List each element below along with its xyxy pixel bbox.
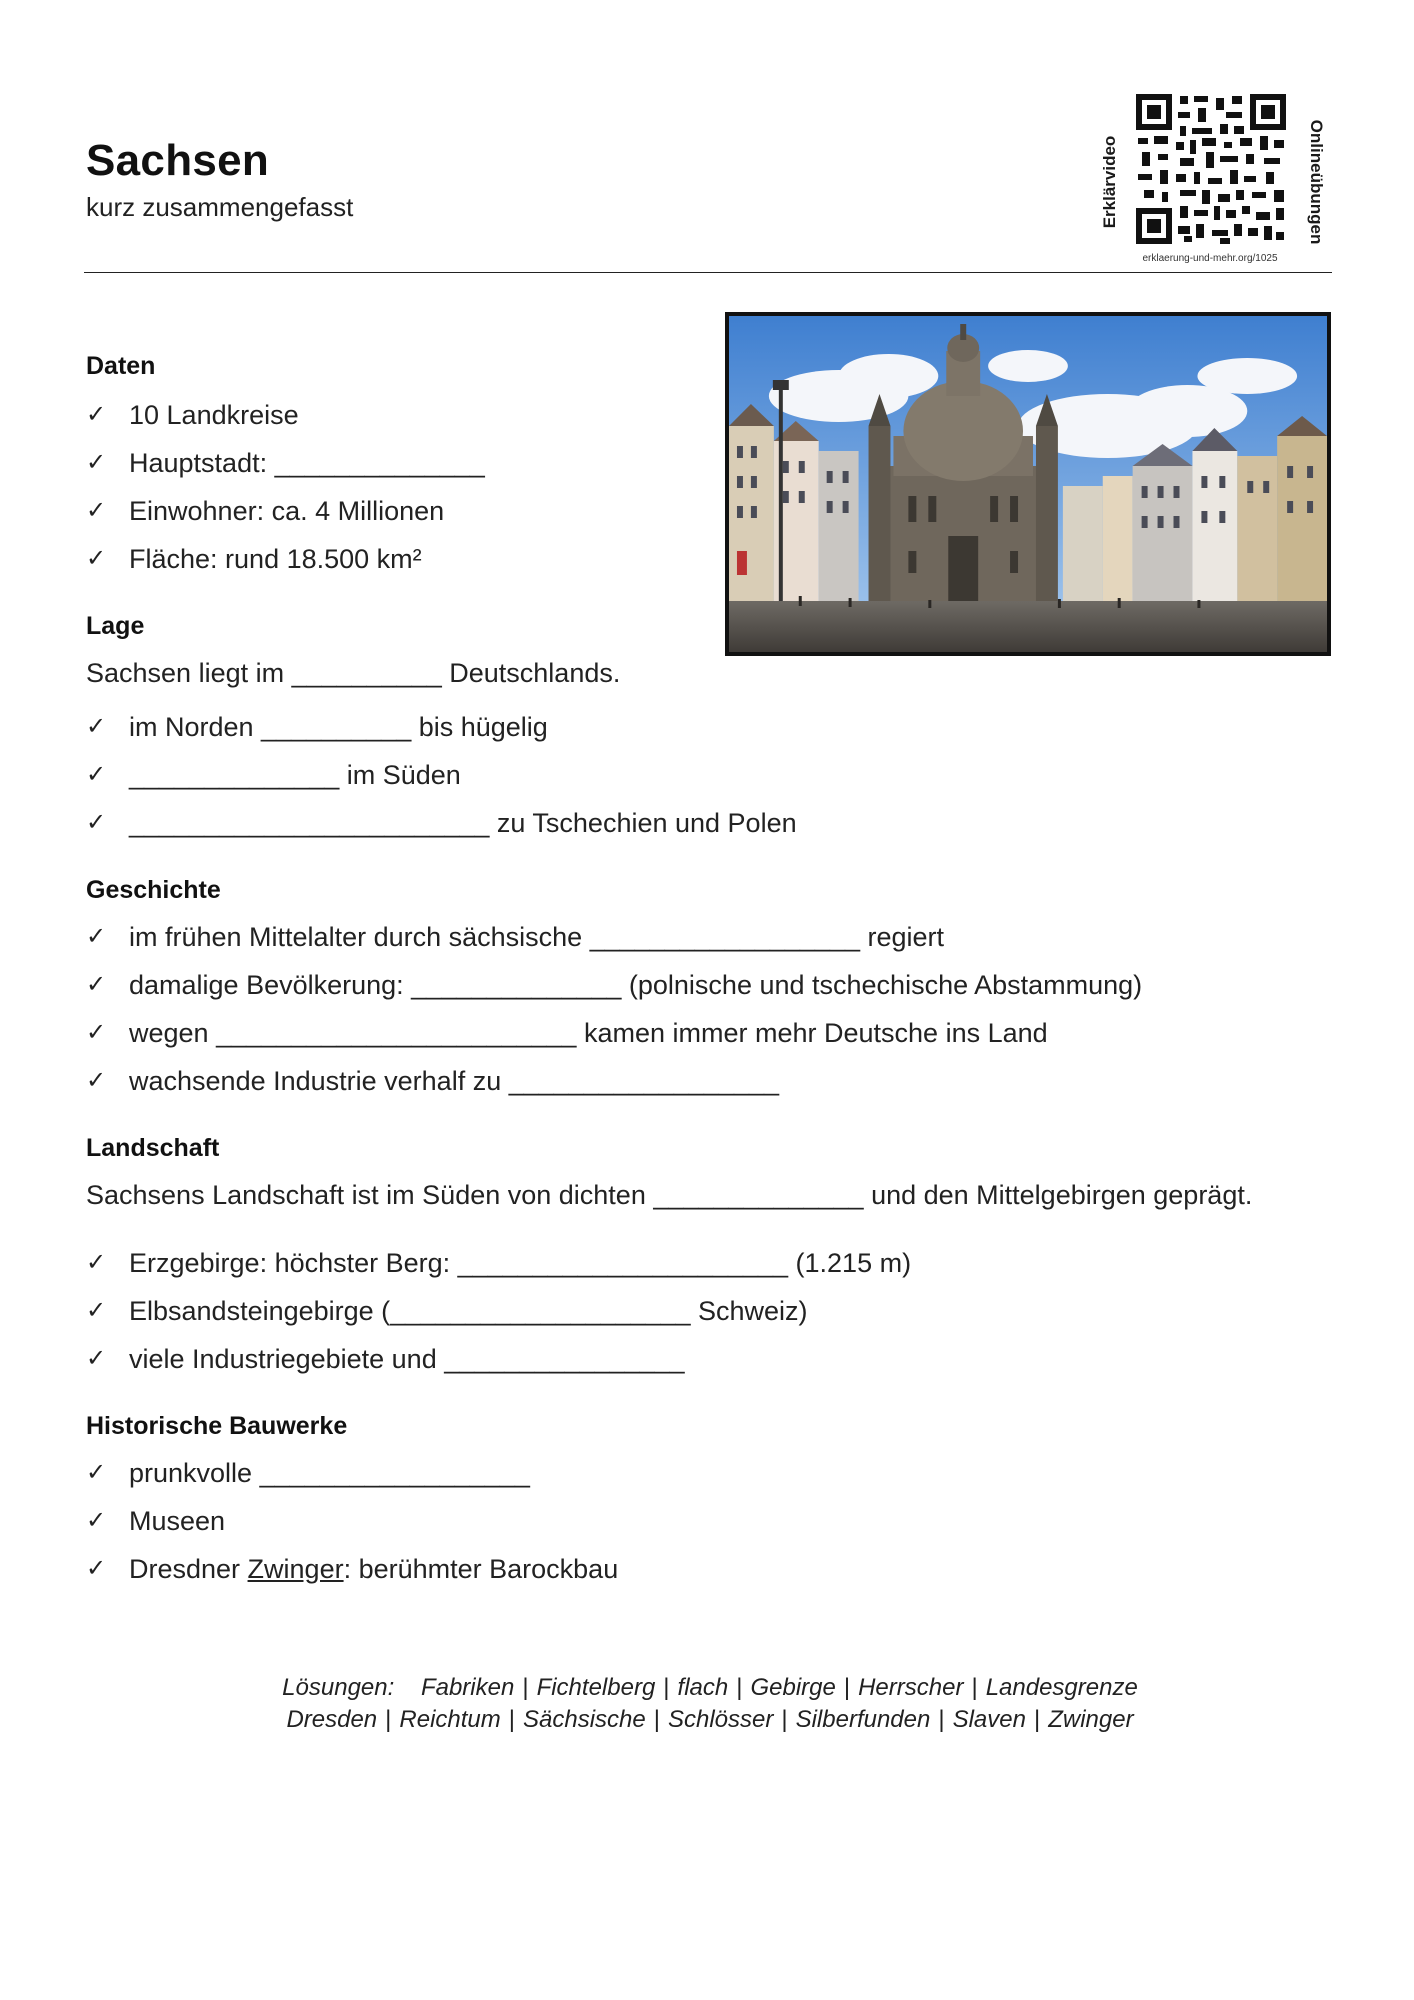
check-icon: ✓ xyxy=(86,1458,107,1486)
solution-word: Landesgrenze xyxy=(985,1674,1138,1701)
check-icon: ✓ xyxy=(86,922,107,950)
section-heading-daten: Daten xyxy=(86,352,156,380)
check-icon: ✓ xyxy=(86,1296,107,1324)
solution-word: Gebirge xyxy=(750,1674,836,1701)
frauenkirche-photo xyxy=(725,312,1331,656)
qr-url: erklaerung-und-mehr.org/1025 xyxy=(1142,253,1278,264)
section-heading-geschichte: Geschichte xyxy=(86,876,221,904)
page-subtitle: kurz zusammengefasst xyxy=(86,192,354,222)
solutions-line-2: Dresden | Reichtum | Sächsische | Schlösser | Silberfunden | Slaven | Zwinger xyxy=(286,1706,1134,1733)
solution-word: Dresden xyxy=(286,1706,378,1733)
check-icon: ✓ xyxy=(86,448,107,476)
section-heading-bauwerke: Historische Bauwerke xyxy=(86,1412,348,1440)
solutions-label: Lösungen: xyxy=(282,1674,395,1701)
check-icon: ✓ xyxy=(86,712,107,740)
section-heading-lage: Lage xyxy=(86,612,145,640)
solution-word: Slaven xyxy=(952,1706,1026,1733)
solution-word: Fichtelberg xyxy=(536,1674,656,1701)
solution-word: Reichtum xyxy=(399,1706,501,1733)
solution-word: Silberfunden xyxy=(795,1706,931,1733)
qr-code[interactable] xyxy=(1136,94,1286,244)
solutions-line-1: Lösungen: Fabriken | Fichtelberg | flach | Gebirge | Herrscher | Landesgrenze xyxy=(282,1674,1138,1701)
solutions xyxy=(220,1672,1200,1736)
zwinger-link[interactable]: Zwinger xyxy=(247,1554,344,1584)
header-divider xyxy=(84,272,1332,273)
check-icon: ✓ xyxy=(86,1554,107,1582)
check-icon: ✓ xyxy=(86,400,107,428)
solution-word: Schlösser xyxy=(667,1706,774,1733)
check-icon: ✓ xyxy=(86,1344,107,1372)
qr-label-left-text: Erklärvideo xyxy=(1100,135,1119,229)
check-icon: ✓ xyxy=(86,1506,107,1534)
solution-word: flach xyxy=(677,1674,729,1701)
qr-label-right-text: Onlineübungen xyxy=(1307,119,1326,245)
qr-label-right xyxy=(1303,108,1329,256)
solution-word: Zwinger xyxy=(1048,1706,1134,1733)
check-icon: ✓ xyxy=(86,808,107,836)
check-icon: ✓ xyxy=(86,1018,107,1046)
check-icon: ✓ xyxy=(86,760,107,788)
lage-intro: Sachsen liegt im __________ Deutschlands. xyxy=(86,658,621,688)
qr-label-left xyxy=(1097,128,1123,236)
check-icon: ✓ xyxy=(86,544,107,572)
check-icon: ✓ xyxy=(86,496,107,524)
check-icon: ✓ xyxy=(86,1066,107,1094)
solution-word: Sächsische xyxy=(523,1706,646,1733)
page-title: Sachsen xyxy=(86,136,270,185)
solution-word: Fabriken xyxy=(420,1674,515,1701)
section-heading-landschaft: Landschaft xyxy=(86,1134,220,1162)
solution-word: Herrscher xyxy=(858,1674,964,1701)
check-icon: ✓ xyxy=(86,970,107,998)
landschaft-intro: Sachsens Landschaft ist im Süden von dichten ______________ und den Mittelgebirgen geprägt. xyxy=(86,1180,1253,1210)
check-icon: ✓ xyxy=(86,1248,107,1276)
